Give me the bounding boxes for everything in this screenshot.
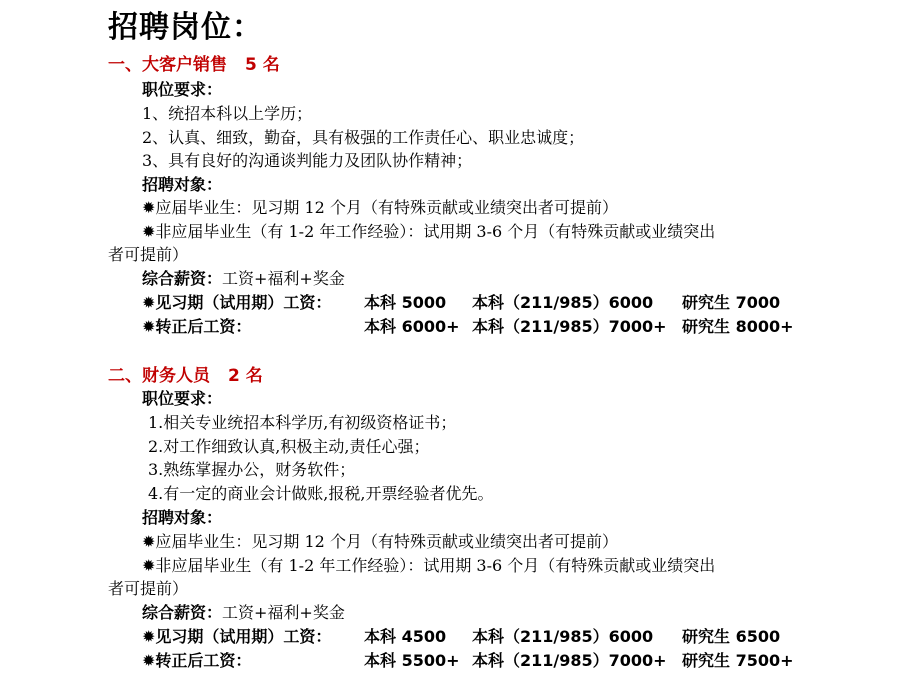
salary-row-regular bbox=[142, 648, 842, 670]
salary-bachelor: 本科 4500 bbox=[364, 627, 447, 646]
salary-211-985: 本科（211/985）6000 bbox=[472, 293, 654, 312]
compensation-label: 综合薪资： bbox=[142, 603, 223, 622]
compensation bbox=[142, 600, 345, 623]
salary-row-probation bbox=[142, 290, 842, 312]
salary-211-985: 本科（211/985）6000 bbox=[472, 627, 654, 646]
requirement-item: 1.相关专业统招本科学历,有初级资格证书； bbox=[148, 413, 457, 432]
salary-row-probation bbox=[142, 624, 842, 646]
target-graduate: ✹应届毕业生：见习期 12 个月（有特殊贡献或业绩突出者可提前） bbox=[142, 198, 618, 217]
salary-bachelor: 本科 5500+ bbox=[364, 651, 460, 670]
salary-bachelor: 本科 5000 bbox=[364, 293, 447, 312]
section-heading-text: 二、财务人员 bbox=[108, 366, 210, 386]
requirements-label: 职位要求： bbox=[142, 80, 223, 99]
salary-label: ✹转正后工资： bbox=[142, 651, 252, 670]
salary-211-985: 本科（211/985）7000+ bbox=[472, 651, 667, 670]
compensation-value: 工资+福利+奖金 bbox=[222, 603, 345, 622]
requirement-item: 2.对工作细致认真,积极主动,责任心强； bbox=[148, 437, 430, 456]
compensation bbox=[142, 266, 345, 289]
headcount: 2 名 bbox=[228, 366, 263, 386]
target-experienced-cont: 者可提前） bbox=[108, 579, 189, 598]
requirement-item: 3.熟练掌握办公，财务软件； bbox=[148, 460, 356, 479]
salary-bachelor: 本科 6000+ bbox=[364, 317, 460, 336]
salary-graduate: 研究生 8000+ bbox=[682, 317, 794, 336]
salary-graduate: 研究生 7000 bbox=[682, 293, 781, 312]
target-graduate: ✹应届毕业生：见习期 12 个月（有特殊贡献或业绩突出者可提前） bbox=[142, 532, 618, 551]
compensation-value: 工资+福利+奖金 bbox=[222, 269, 345, 288]
headcount: 5 名 bbox=[245, 55, 280, 75]
salary-row-regular bbox=[142, 314, 842, 336]
salary-graduate: 研究生 6500 bbox=[682, 627, 781, 646]
section-heading bbox=[108, 361, 263, 386]
section-heading-text: 一、大客户销售 bbox=[108, 55, 227, 75]
target-experienced: ✹非应届毕业生（有 1-2 年工作经验）：试用期 3-6 个月（有特殊贡献或业绩突出 bbox=[142, 556, 716, 575]
section-heading bbox=[108, 50, 280, 75]
requirement-item: 3、具有良好的沟通谈判能力及团队协作精神； bbox=[142, 151, 473, 170]
target-experienced: ✹非应届毕业生（有 1-2 年工作经验）：试用期 3-6 个月（有特殊贡献或业绩突出 bbox=[142, 222, 716, 241]
salary-label: ✹转正后工资： bbox=[142, 317, 252, 336]
requirement-item: 2、认真、细致，勤奋，具有极强的工作责任心、职业忠诚度； bbox=[142, 128, 585, 147]
salary-graduate: 研究生 7500+ bbox=[682, 651, 794, 670]
salary-label: ✹见习期（试用期）工资： bbox=[142, 627, 332, 646]
page-title: 招聘岗位： bbox=[108, 10, 263, 45]
compensation-label: 综合薪资： bbox=[142, 269, 223, 288]
target-label: 招聘对象： bbox=[142, 175, 223, 194]
salary-label: ✹见习期（试用期）工资： bbox=[142, 293, 332, 312]
salary-211-985: 本科（211/985）7000+ bbox=[472, 317, 667, 336]
target-label: 招聘对象： bbox=[142, 508, 223, 527]
requirement-item: 1、统招本科以上学历； bbox=[142, 104, 313, 123]
requirements-label: 职位要求： bbox=[142, 389, 223, 408]
requirement-item: 4.有一定的商业会计做账,报税,开票经验者优先。 bbox=[148, 484, 494, 503]
target-experienced-cont: 者可提前） bbox=[108, 245, 189, 264]
